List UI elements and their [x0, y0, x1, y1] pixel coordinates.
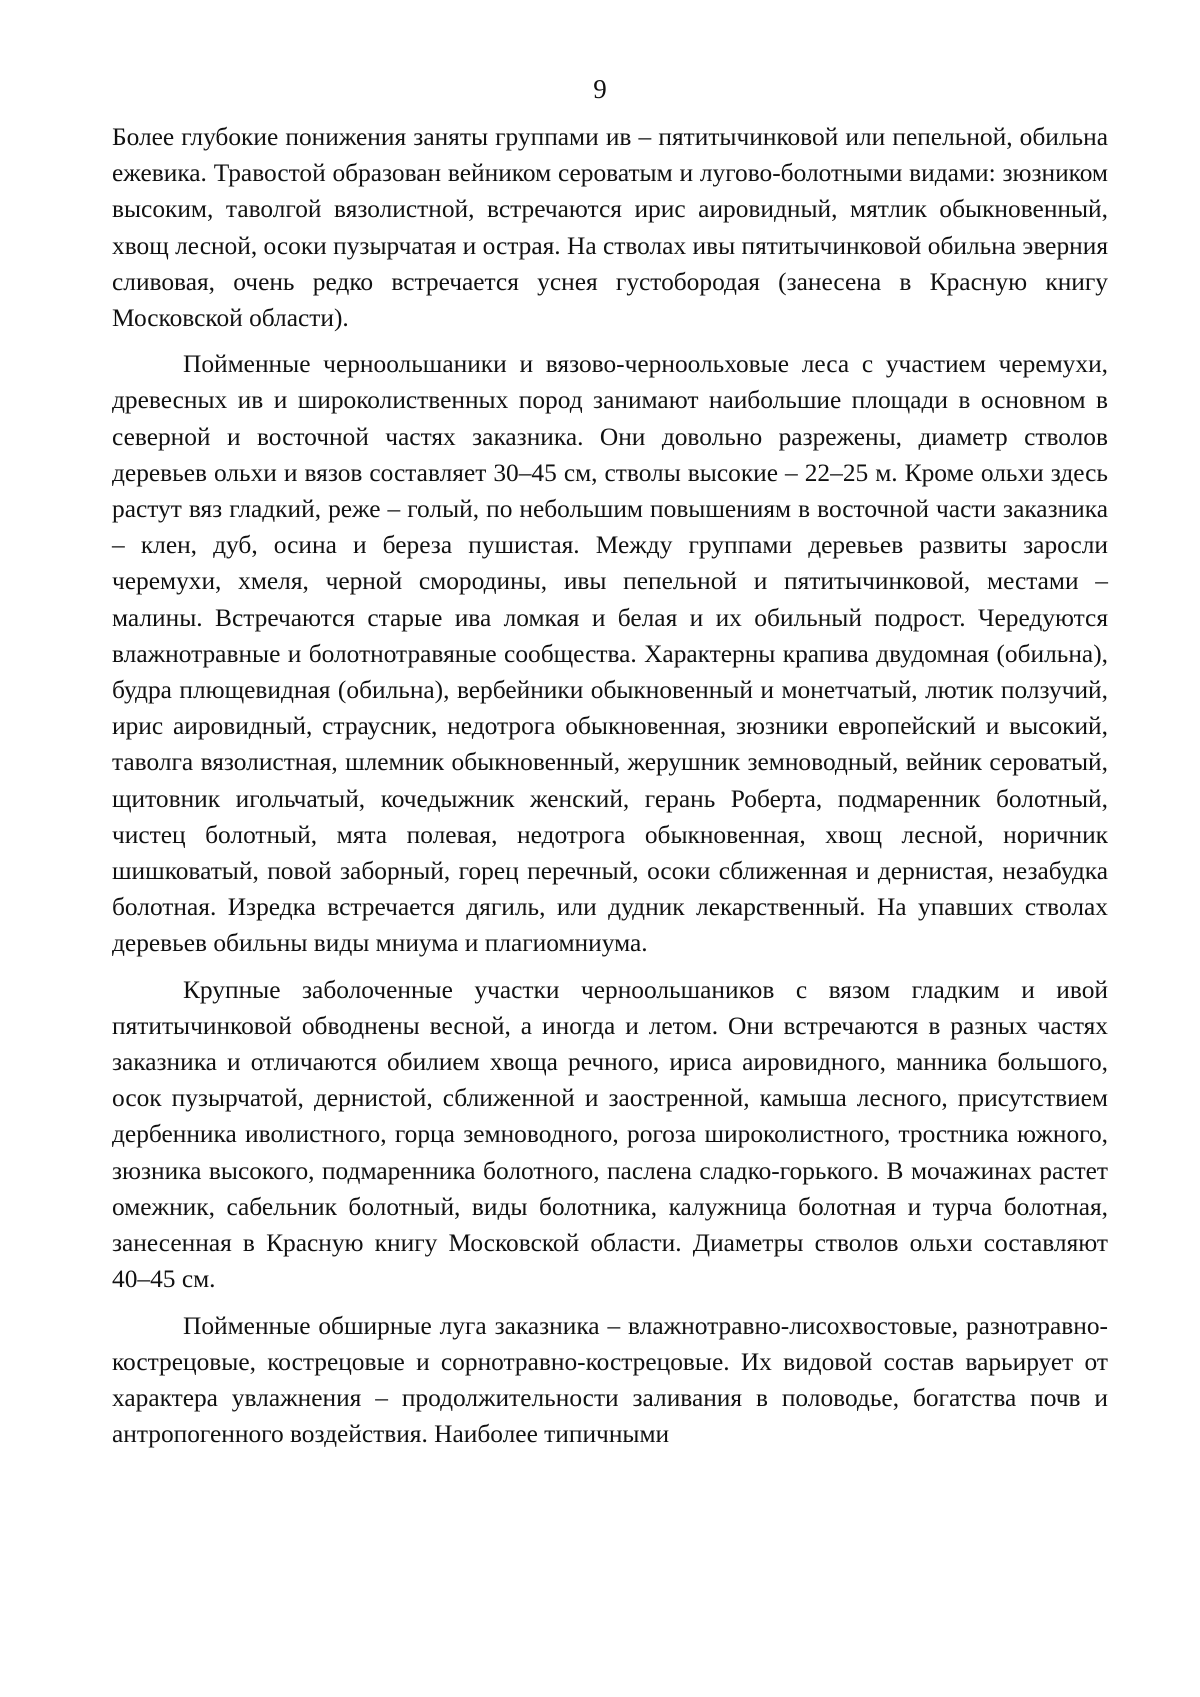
paragraph-4: Пойменные обширные луга заказника – влажнотравно-лисохвостовые, разнотравно-кострецовые, кострецовые и сорнотравно-кострецовые. Их видовой состав варьирует от характера увлажнения – продолжительности заливания в половодье, богатства почв и антропогенного воздействия. Наиболее типичными [112, 1311, 1108, 1449]
paragraph-1: Более глубокие понижения заняты группами ив – пятитычинковой или пепельной, обильна ежевика. Травостой образован вейником сероватым и лугово-болотными видами: зюзником высоким, таволгой вязолистной, встречаются ирис аировидный, мятлик обыкновенный, хвощ лесной, осоки пузырчатая и острая. На стволах ивы пятитычинковой обильна эверния сливовая, очень редко встречается уснея густобородая (занесена в Красную книгу Московской области). [112, 123, 1108, 333]
document-body [112, 119, 1108, 1452]
page-number: 9 [593, 74, 607, 104]
paragraph-2: Пойменные черноольшаники и вязово-черноольховые леса с участием черемухи, древесных ив и широколиственных пород занимают наибольшие площади в основном в северной и восточной частях заказника. Они довольно разрежены, диаметр стволов деревьев ольхи и вязов составляет 30–45 см, стволы высокие – 22–25 м. Кроме ольхи здесь растут вяз гладкий, реже – голый, по небольшим повышениям в восточной части заказника – клен, дуб, осина и береза пушистая. Между группами деревьев развиты заросли черемухи, хмеля, черной смородины, ивы пепельной и пятитычинковой, местами – малины. Встречаются старые ива ломкая и белая и их обильный подрост. Чередуются влажнотравные и болотнотравяные сообщества. Характерны крапива двудомная (обильна), будра плющевидная (обильна), вербейники обыкновенный и монетчатый, лютик ползучий, ирис аировидный, страусник, недотрога обыкновенная, зюзники европейский и высокий, таволга вязолистная, шлемник обыкновенный, жерушник земноводный, вейник сероватый, щитовник игольчатый, кочедыжник женский, герань Роберта, подмаренник болотный, чистец болотный, мята полевая, недотрога обыкновенная, хвощ лесной, норичник шишковатый, повой заборный, горец перечный, осоки сближенная и дернистая, незабудка болотная. Изредка встречается дягиль, или дудник лекарственный. На упавших стволах деревьев обильны виды мниума и плагиомниума. [112, 350, 1108, 958]
paragraph-3: Крупные заболоченные участки черноольшаников с вязом гладким и ивой пятитычинковой обводнены весной, а иногда и летом. Они встречаются в разных частях заказника и отличаются обилием хвоща речного, ириса аировидного, манника большого, осок пузырчатой, дернистой, сближенной и заостренной, камыша лесного, присутствием дербенника иволистного, горца земноводного, рогоза широколистного, тростника южного, зюзника высокого, подмаренника болотного, паслена сладко-горького. В мочажинах растет омежник, сабельник болотный, виды болотника, калужница болотная и турча болотная, занесенная в Красную книгу Московской области. Диаметры стволов ольхи составляют 40–45 см. [112, 975, 1108, 1294]
